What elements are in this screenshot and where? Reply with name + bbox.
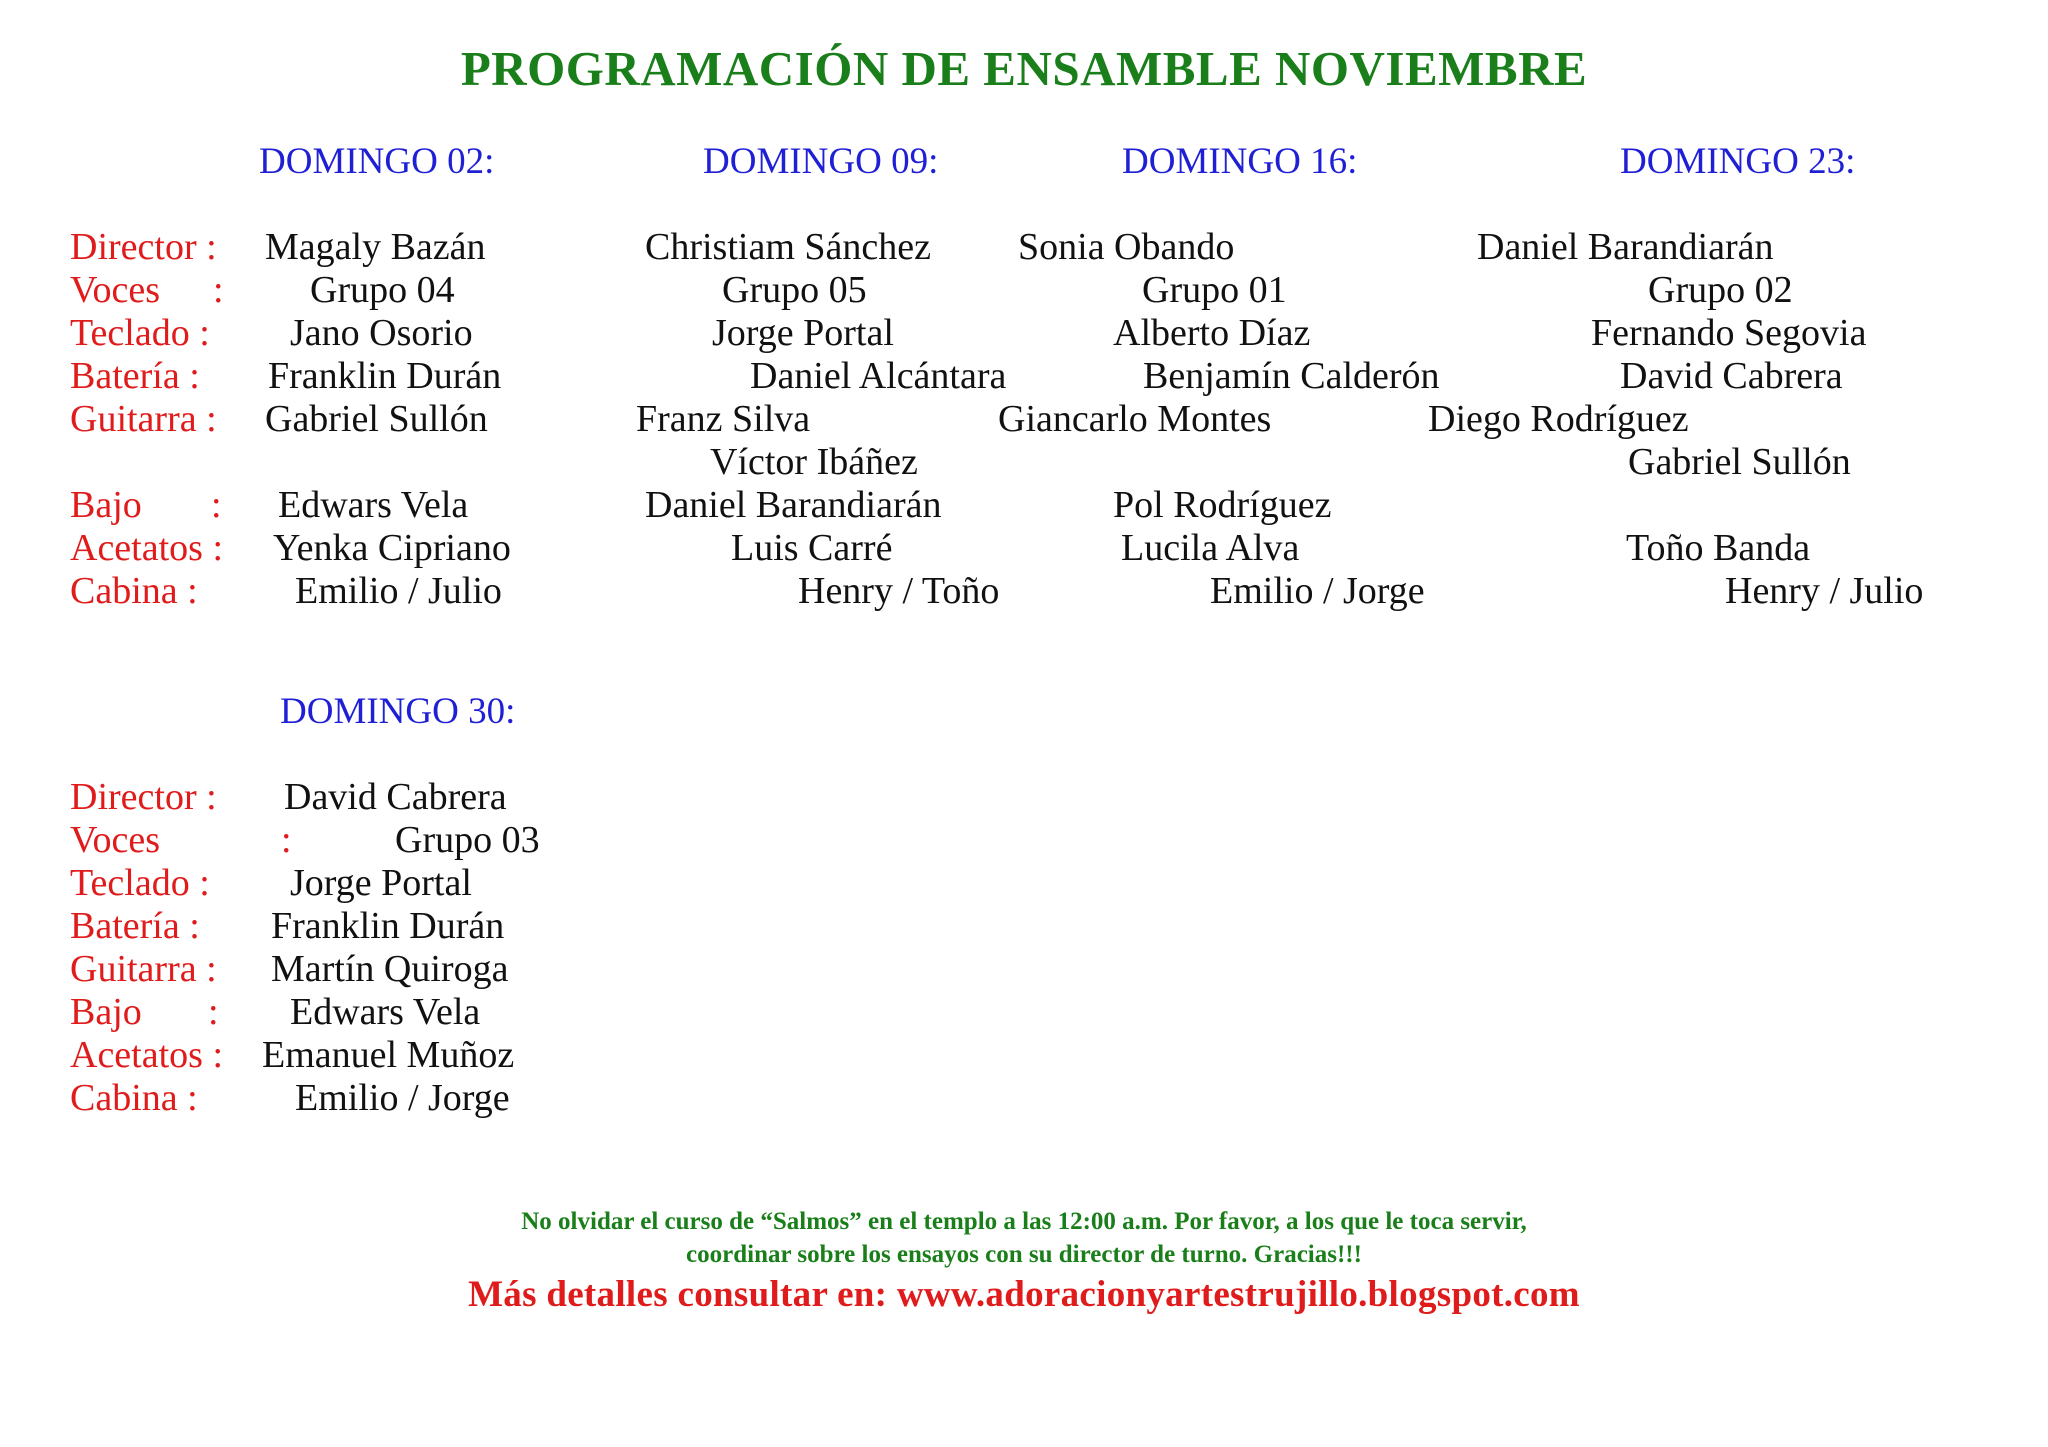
label-cabina: Cabina : xyxy=(70,1077,198,1119)
d30-voces: Grupo 03 xyxy=(395,819,540,861)
d02-voces: Grupo 04 xyxy=(310,269,455,311)
d30-cabina: Emilio / Jorge xyxy=(295,1077,510,1119)
label-guitarra: Guitarra : xyxy=(70,398,217,440)
heading-domingo-30: DOMINGO 30: xyxy=(280,691,516,732)
label-bateria: Batería : xyxy=(70,355,200,397)
label-acetatos: Acetatos : xyxy=(70,1034,224,1076)
d30-acetatos: Emanuel Muñoz xyxy=(262,1034,515,1076)
d30-bajo: Edwars Vela xyxy=(290,991,481,1033)
d09-voces: Grupo 05 xyxy=(722,269,867,311)
d09-bateria: Daniel Alcántara xyxy=(750,355,1007,397)
d23-teclado: Fernando Segovia xyxy=(1591,312,1867,354)
label-colon: : xyxy=(208,991,219,1033)
d16-cabina: Emilio / Jorge xyxy=(1210,570,1425,612)
d30-guitarra: Martín Quiroga xyxy=(271,948,509,990)
label-bajo: Bajo xyxy=(70,484,142,526)
label-bateria: Batería : xyxy=(70,905,200,947)
heading-domingo-02: DOMINGO 02: xyxy=(259,141,495,182)
label-teclado: Teclado : xyxy=(70,862,210,904)
footer-more-info-link[interactable]: Más detalles consultar en: www.adoracionyartestrujillo.blogspot.com xyxy=(468,1274,1580,1315)
d09-guitarra-2: Víctor Ibáñez xyxy=(710,441,918,483)
label-bajo: Bajo xyxy=(70,991,142,1033)
d23-guitarra-2: Gabriel Sullón xyxy=(1628,441,1851,483)
d16-bajo: Pol Rodríguez xyxy=(1113,484,1332,526)
label-cabina: Cabina : xyxy=(70,570,198,612)
d09-guitarra-1: Franz Silva xyxy=(636,398,811,440)
d16-acetatos: Lucila Alva xyxy=(1121,527,1300,569)
d09-teclado: Jorge Portal xyxy=(712,312,894,354)
d02-acetatos: Yenka Cipriano xyxy=(273,527,511,569)
d09-director: Christiam Sánchez xyxy=(645,226,931,268)
d16-teclado: Alberto Díaz xyxy=(1113,312,1311,354)
label-guitarra: Guitarra : xyxy=(70,948,217,990)
footer-note-line-1: No olvidar el curso de “Salmos” en el templo a las 12:00 a.m. Por favor, a los que le toca servir, xyxy=(521,1208,1527,1235)
d30-director: David Cabrera xyxy=(284,776,507,818)
d02-bajo: Edwars Vela xyxy=(278,484,469,526)
footer-note-line-2: coordinar sobre los ensayos con su director de turno. Gracias!!! xyxy=(686,1241,1362,1268)
page-title: PROGRAMACIÓN DE ENSAMBLE NOVIEMBRE xyxy=(460,41,1588,96)
d02-teclado: Jano Osorio xyxy=(290,312,473,354)
d02-director: Magaly Bazán xyxy=(265,226,486,268)
d23-bateria: David Cabrera xyxy=(1620,355,1843,397)
heading-domingo-09: DOMINGO 09: xyxy=(703,141,939,182)
d16-bateria: Benjamín Calderón xyxy=(1143,355,1440,397)
d09-acetatos: Luis Carré xyxy=(731,527,893,569)
d02-cabina: Emilio / Julio xyxy=(295,570,502,612)
d30-teclado: Jorge Portal xyxy=(290,862,472,904)
label-director: Director : xyxy=(70,226,217,268)
label-colon: : xyxy=(211,484,222,526)
d16-voces: Grupo 01 xyxy=(1142,269,1287,311)
d16-guitarra: Giancarlo Montes xyxy=(998,398,1272,440)
d09-cabina: Henry / Toño xyxy=(798,570,1000,612)
heading-domingo-16: DOMINGO 16: xyxy=(1122,141,1358,182)
d30-bateria: Franklin Durán xyxy=(271,905,505,947)
d16-director: Sonia Obando xyxy=(1018,226,1235,268)
label-director: Director : xyxy=(70,776,217,818)
d09-bajo: Daniel Barandiarán xyxy=(645,484,942,526)
label-voces: Voces xyxy=(70,819,161,861)
d23-voces: Grupo 02 xyxy=(1648,269,1793,311)
d23-acetatos: Toño Banda xyxy=(1626,527,1811,569)
d23-director: Daniel Barandiarán xyxy=(1477,226,1774,268)
d02-guitarra: Gabriel Sullón xyxy=(265,398,488,440)
label-colon: : xyxy=(281,819,292,861)
label-acetatos: Acetatos : xyxy=(70,527,224,569)
label-colon: : xyxy=(213,269,224,311)
label-teclado: Teclado : xyxy=(70,312,210,354)
label-voces: Voces xyxy=(70,269,161,311)
heading-domingo-23: DOMINGO 23: xyxy=(1620,141,1856,182)
d02-bateria: Franklin Durán xyxy=(268,355,502,397)
d23-guitarra-1: Diego Rodríguez xyxy=(1428,398,1689,440)
d23-cabina: Henry / Julio xyxy=(1725,570,1924,612)
